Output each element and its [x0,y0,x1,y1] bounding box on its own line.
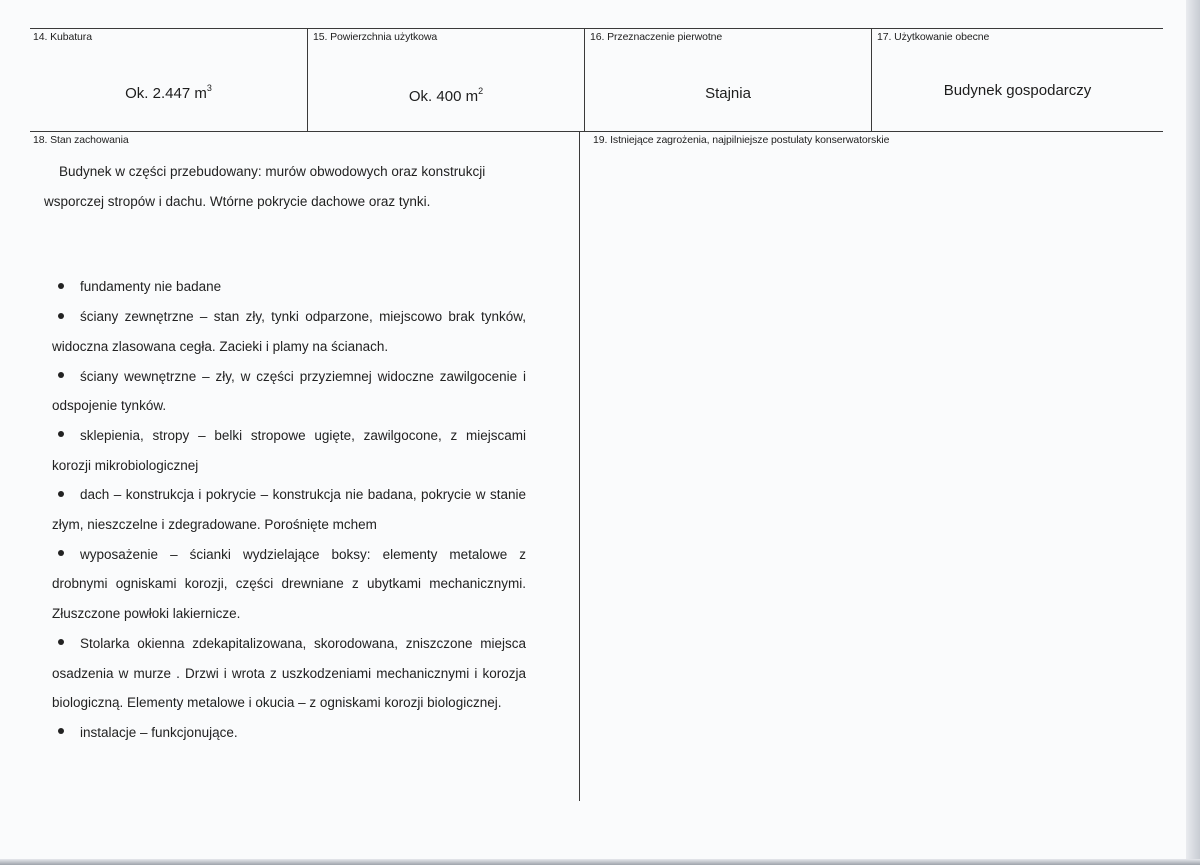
stan-zachowania-label: 18. Stan zachowania [33,134,129,146]
lower-col-divider [579,131,580,801]
przeznaczenie-label: 16. Przeznaczenie pierwotne [590,31,723,43]
bullet-icon [58,639,64,645]
kubatura-unit-sup: 3 [206,83,212,93]
kubatura-value [30,85,307,102]
bullet-icon [58,550,64,556]
intro-text: Budynek w części przebudowany: murów obwodowych oraz konstrukcji wsporczej stropów i dachu. Wtórne pokrycie dachowe oraz tynki. [44,164,486,209]
zagrozenia-label: 19. Istniejące zagrożenia, najpilniejsze postulaty konserwatorskie [593,134,890,146]
col-divider-1 [307,28,308,132]
col-divider-2 [584,28,585,132]
uzytkowanie-label: 17. Użytkowanie obecne [877,31,990,43]
bullet-icon [58,491,64,497]
powierzchnia-unit-sup: 2 [478,86,484,96]
bullet-icon [58,431,64,437]
stan-zachowania-content [44,157,526,748]
list-item: sklepienia, stropy – belki stropowe ugięte, zawilgocone, z miejscami korozji mikrobiologicznej [52,427,526,473]
przeznaczenie-value: Stajnia [705,85,751,102]
stan-zachowania-list [44,272,526,747]
row-divider-line [30,131,1163,132]
stan-zachowania-intro [44,157,526,216]
powierzchnia-value-text: Ok. 400 m [408,88,479,105]
uzytkowanie-value: Budynek gospodarczy [943,82,1092,99]
top-border-line [30,28,1163,29]
list-item: dach – konstrukcja i pokrycie – konstrukcja nie badana, pokrycie w stanie złym, nieszczelne i zdegradowane. Porośnięte mchem [52,487,526,533]
col-divider-3 [871,28,872,132]
list-item: ściany zewnętrzne – stan zły, tynki odparzone, miejscowo brak tynków, widoczna zlasowana cegła. Zacieki i plamy na ścianach. [52,309,526,354]
bullet-icon [58,313,64,319]
page-edge-bottom [0,859,1200,865]
powierzchnia-value [308,88,584,105]
page-edge-right [1186,0,1200,865]
bullet-icon [58,372,64,378]
list-item: fundamenty nie badane [44,272,526,302]
list-item: Stolarka okienna zdekapitalizowana, skorodowana, zniszczone miejsca osadzenia w murze . Drzwi i wrota z uszkodzeniami mechanicznymi i korozja biologiczną. Elementy metalowe i okucia – z ogniskami korozji biologicznej. [52,635,526,711]
list-item: wyposażenie – ścianki wydzielające boksy: elementy metalowe z drobnymi ogniskami korozji, części drewniane z ubytkami mechanicznymi. Złuszczone powłoki lakiernicze. [52,546,526,622]
kubatura-label: 14. Kubatura [33,31,92,43]
bullet-icon [58,728,64,734]
list-item: ściany wewnętrzne – zły, w części przyziemnej widoczne zawilgocenie i odspojenie tynków. [52,368,526,414]
list-item: instalacje – funkcjonujące. [44,718,526,748]
powierzchnia-label: 15. Powierzchnia użytkowa [313,31,438,43]
kubatura-value-text: Ok. 2.447 m [125,85,207,102]
bullet-icon [58,283,64,289]
